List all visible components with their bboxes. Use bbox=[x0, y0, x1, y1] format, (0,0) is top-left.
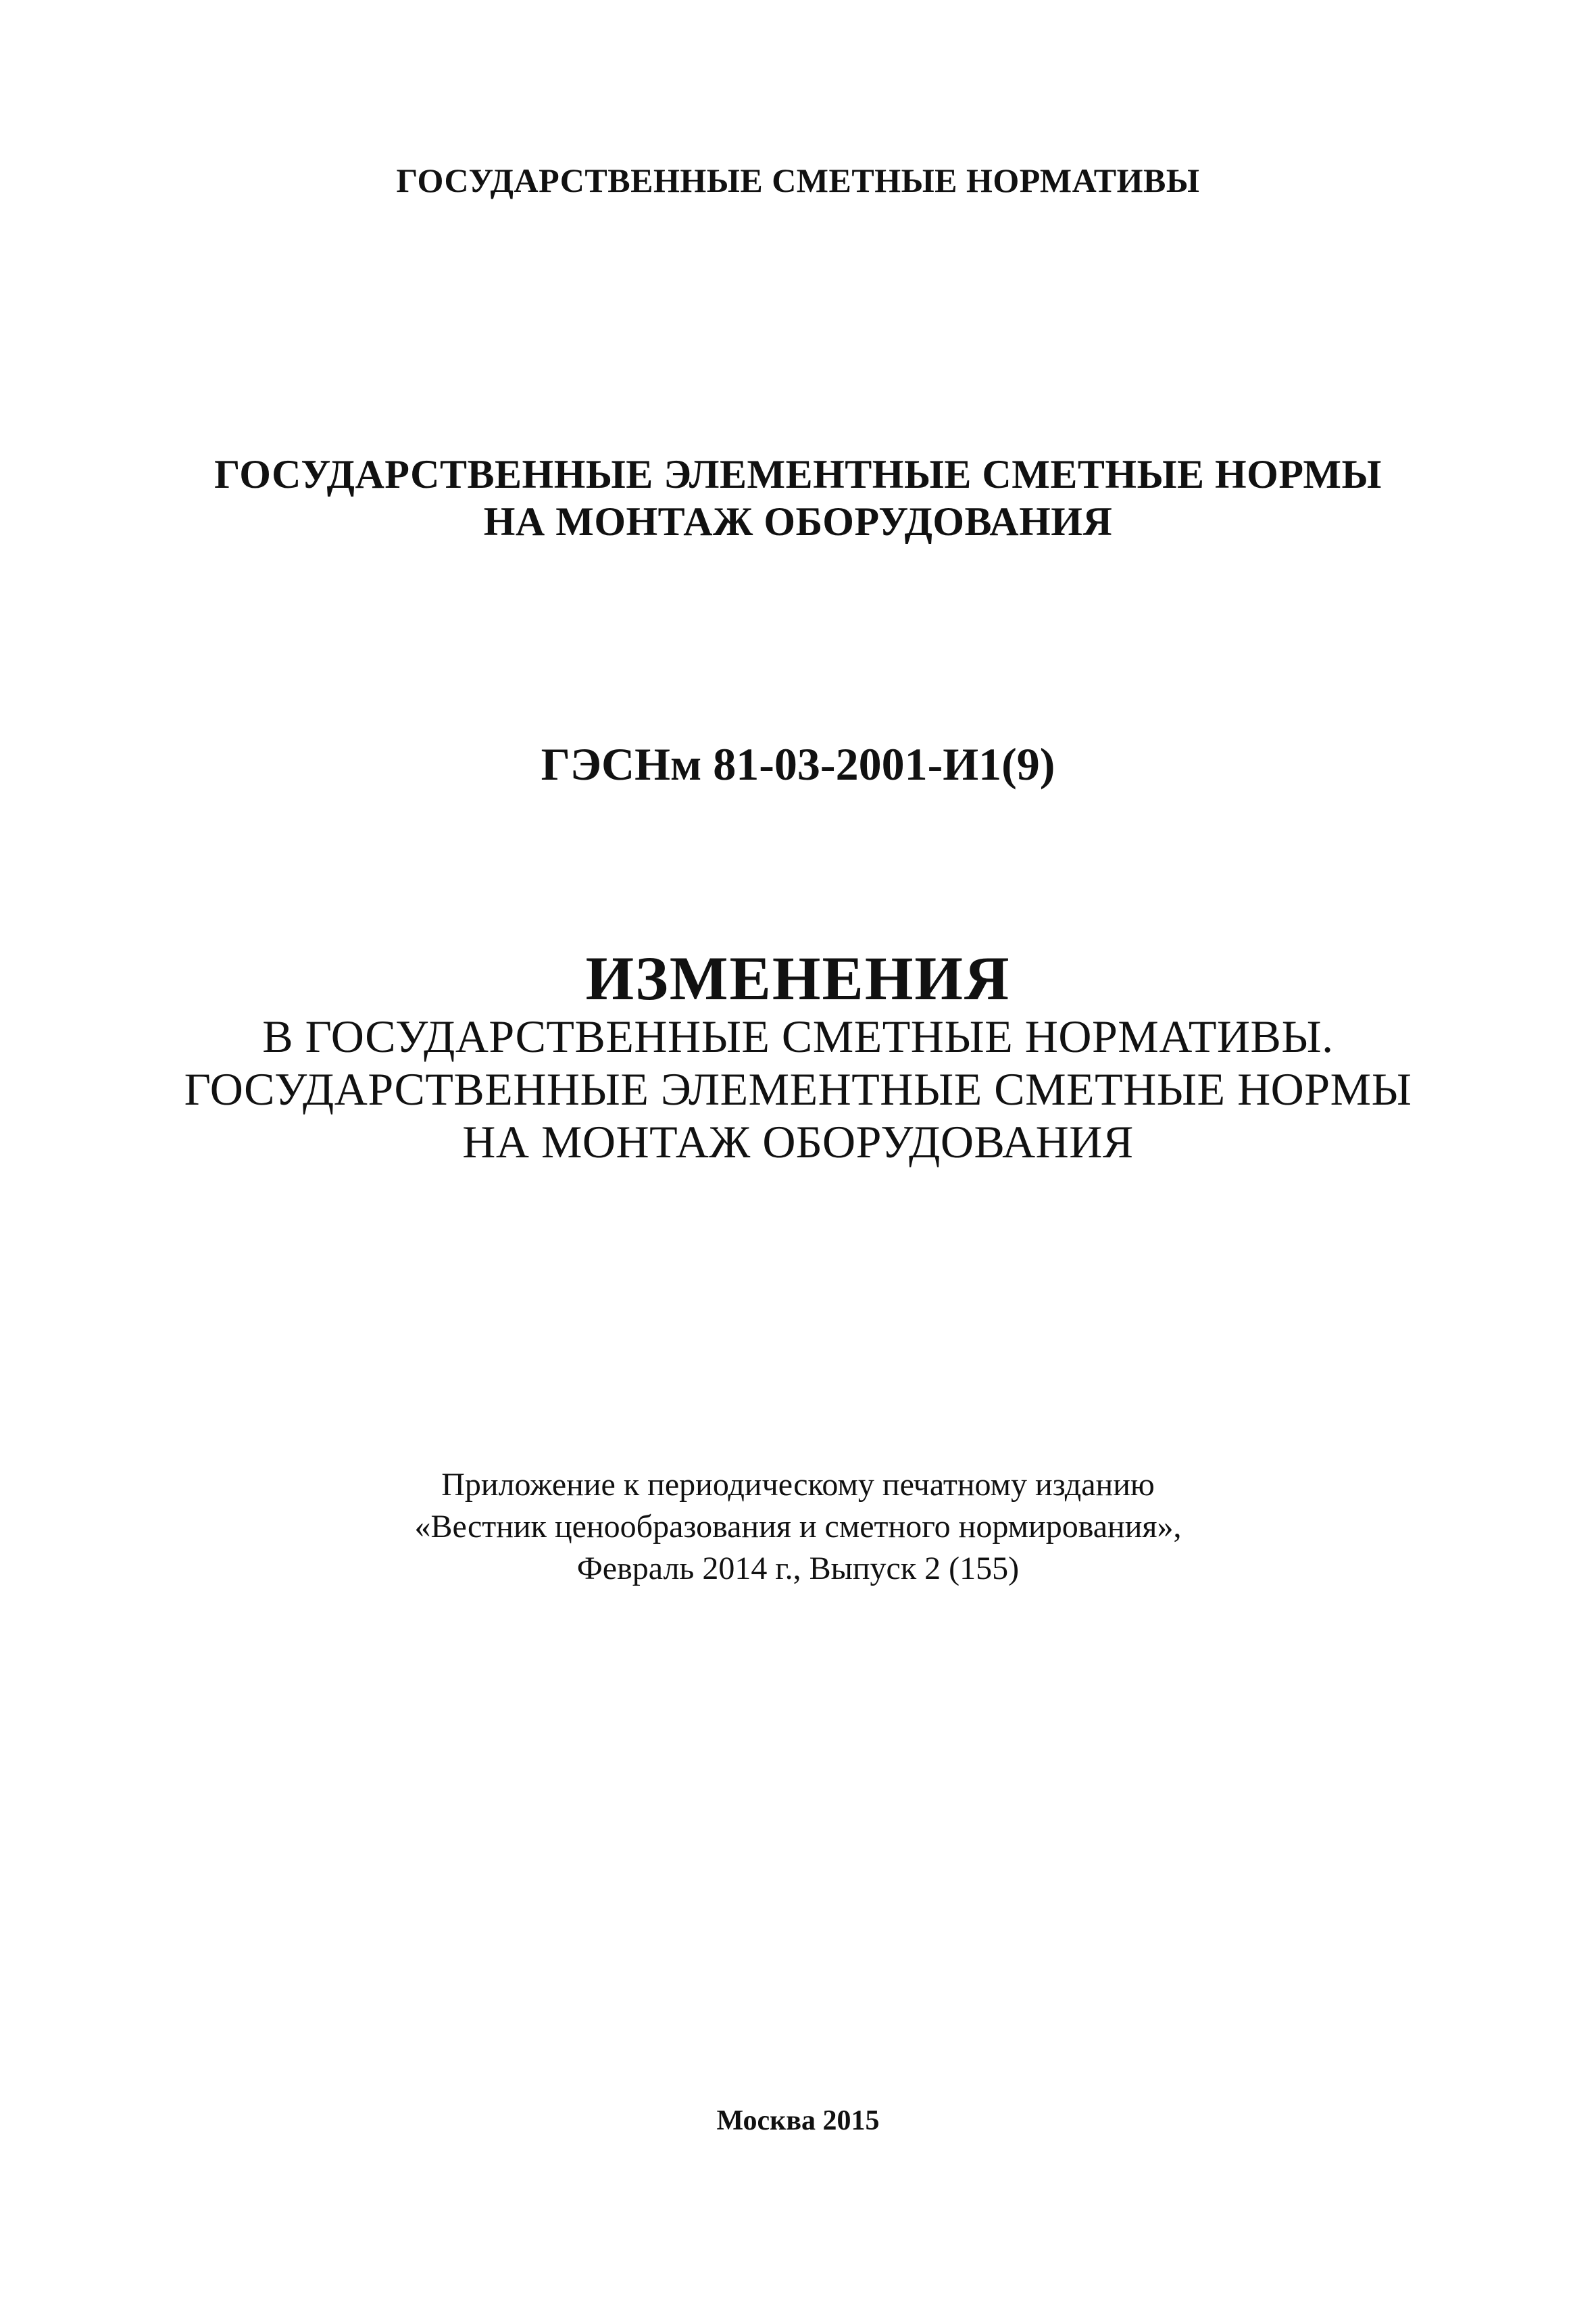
appendix-line-1: Приложение к периодическому печатному изданию bbox=[441, 1467, 1155, 1503]
changes-line-2: ГОСУДАРСТВЕННЫЕ ЭЛЕМЕНТНЫЕ СМЕТНЫЕ НОРМЫ bbox=[184, 1063, 1412, 1115]
appendix-line-2: «Вестник ценообразования и сметного нормирования», bbox=[414, 1509, 1182, 1544]
city-year: Москва 2015 bbox=[716, 2105, 880, 2136]
changes-line-3: НА МОНТАЖ ОБОРУДОВАНИЯ bbox=[462, 1116, 1134, 1167]
changes-heading: ИЗМЕНЕНИЯ bbox=[585, 944, 1011, 1013]
changes-line-1: В ГОСУДАРСТВЕННЫЕ СМЕТНЫЕ НОРМАТИВЫ. bbox=[262, 1011, 1334, 1062]
title-line-2: НА МОНТАЖ ОБОРУДОВАНИЯ bbox=[483, 499, 1113, 544]
appendix-line-3: Февраль 2014 г., Выпуск 2 (155) bbox=[576, 1551, 1020, 1586]
series-header: ГОСУДАРСТВЕННЫЕ СМЕТНЫЕ НОРМАТИВЫ bbox=[396, 161, 1200, 199]
document-code: ГЭСНм 81-03-2001-И1(9) bbox=[541, 738, 1055, 790]
title-line-1: ГОСУДАРСТВЕННЫЕ ЭЛЕМЕНТНЫЕ СМЕТНЫЕ НОРМЫ bbox=[214, 452, 1382, 497]
